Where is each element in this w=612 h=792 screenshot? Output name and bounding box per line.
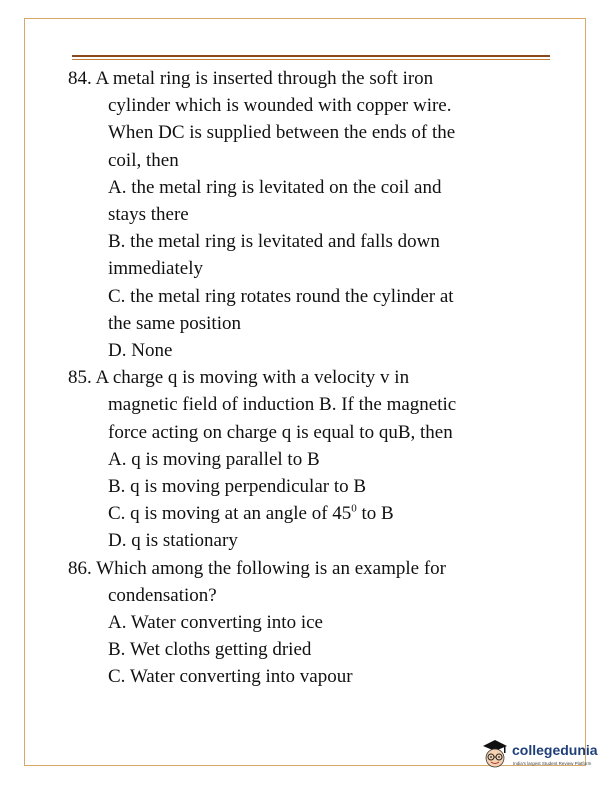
question-84-option-a-line-1: A. the metal ring is levitated on the coil and <box>108 176 442 198</box>
question-84 <box>68 65 528 364</box>
question-86 <box>68 555 528 691</box>
question-84-option-b-line-1: B. the metal ring is levitated and falls down <box>108 231 440 253</box>
question-86-option-b: B. Wet cloths getting dried <box>108 639 312 661</box>
student-mascot-icon <box>480 738 510 772</box>
question-85-option-b: B. q is moving perpendicular to B <box>108 476 367 498</box>
question-85 <box>68 364 528 554</box>
question-85-option-a: A. q is moving parallel to B <box>108 448 320 470</box>
questions-content <box>68 65 528 691</box>
question-86-option-c: C. Water converting into vapour <box>108 666 353 688</box>
question-84-line-1: 84. A metal ring is inserted through the soft iron <box>68 68 434 89</box>
question-85-line-2: magnetic field of induction B. If the magnetic <box>108 394 457 416</box>
question-84-line-3: When DC is supplied between the ends of the <box>108 122 456 144</box>
question-84-option-c-line-1: C. the metal ring rotates round the cylinder at <box>108 285 454 307</box>
question-84-option-a-line-2: stays there <box>108 204 189 226</box>
question-84-option-b-line-2: immediately <box>108 258 203 280</box>
question-86-line-2: condensation? <box>108 584 217 606</box>
question-86-line-1: 86. Which among the following is an example for <box>68 557 446 579</box>
question-84-option-c-line-2: the same position <box>108 312 241 334</box>
header-rule <box>72 55 550 57</box>
question-85-option-c <box>68 500 528 527</box>
header-rule-thin <box>72 59 550 60</box>
question-84-line-4: coil, then <box>108 149 179 171</box>
collegedunia-logo <box>480 738 610 778</box>
question-84-option-d: D. None <box>108 340 173 362</box>
question-84-line-2: cylinder which is wounded with copper wire. <box>108 95 452 117</box>
logo-tagline: India's largest Student Review Platform <box>513 761 592 766</box>
question-85-line-3: force acting on charge q is equal to quB, then <box>108 421 453 443</box>
question-85-option-c-text: C. q is moving at an angle of 45 <box>108 503 352 525</box>
logo-name: collegedunia <box>512 742 598 758</box>
question-85-option-c-tail: to B <box>356 503 394 525</box>
question-86-option-a: A. Water converting into ice <box>108 612 323 634</box>
degree-superscript: 0 <box>351 502 357 515</box>
question-85-line-1: 85. A charge q is moving with a velocity v in <box>68 367 410 389</box>
question-85-option-d: D. q is stationary <box>108 530 238 552</box>
